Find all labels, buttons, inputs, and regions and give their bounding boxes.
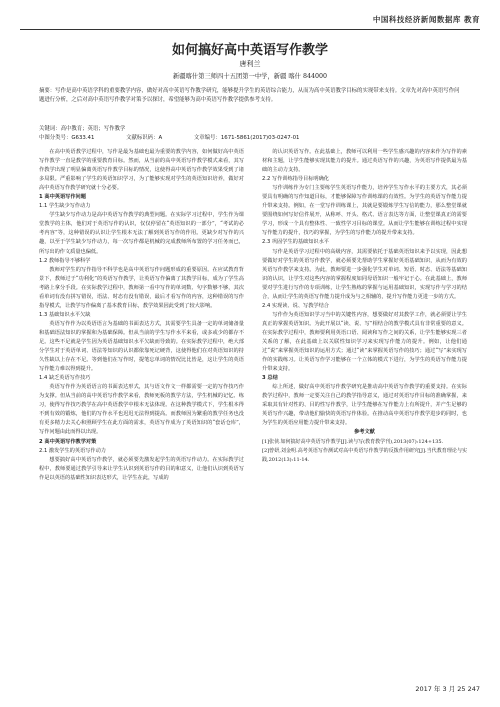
document-code: 文献标识码：A <box>126 135 163 141</box>
author-affiliation: 新疆喀什第三师四十五团第一中学，新疆 喀什 844000 <box>173 73 327 80</box>
reference-item: [2]曾妍,刘金明.高考英语写作测试对高中英语写作教学的反拨作用研究[J].当代教育理论与实践,2012(13):11-14. <box>262 447 467 463</box>
body-paragraph: 写作是英语学习过程中的高级内容，其需要依托于基础英语知识来予以实现，因此想要做好对学生的英语写作教学，就必须要先帮助学生掌握好英语基础知识，从而为有效的英语写作教学来支持。为此，教师要进一步强化学生对单词、短语、时态、语法等基础知识的认识，让学生对这些内容的掌握程度如同母语知识一般牢记于心。在此基础上，教师要对学生进行写作的专项训练，让学生熟练的掌握与运用基础知识，实现写作与学习的结合，从而让学生的英语写作能力提升成为与之相辅的，提升写作能力更进一步的方式。 <box>262 248 467 300</box>
keywords: 关键词：高中教育；英语；写作教学 <box>39 126 126 132</box>
page-footer: 2017 年 3 月 25 247 <box>415 685 480 693</box>
subsection-heading: 2.4 实现读、说、写教学结合 <box>262 302 329 309</box>
body-paragraph: 写作作为英语知识学习当中的关键性内容，想要做好对其教学工作，就必须要让学生真正的掌握英语知识。为此开展以“读、说、写”相结合的教学模式具有非常重要的意义。在实际教学过程中，教师要利用英语口语、阅读和写作之间的关系，让学生能够实现三者关系的了解，在此基础上以关联性知识学习来实现写作能力的提升。例如，让他们通过“说”来掌握英语知识的运用方式；通过“读”来掌握英语写作的技巧；通过“写”来实现写作的实践练习。让英语写作学习能够在一个立体的模式下进行，为学生的英语写作能力提升带来支持。 <box>262 311 467 373</box>
body-paragraph: 综上所述，做好高中英语写作教学研究是推动高中英语写作教学的重要支持。在实际教学过程中，教师一定要关注自己的教学指导意义，通过对英语写作目标的准确掌握，来采取其有针对性的、目的性写作教学，让学生能够在写作能力上有所提升，并产生足够的英语写作兴趣，带动他们愉快的英语写作体验。在推动高中英语写作教学进步的同时，也为学生的英语应用能力提升带来支持。 <box>262 384 467 427</box>
article-title: 如何搞好高中英语写作教学 <box>171 43 328 58</box>
left-column <box>39 148 244 483</box>
subsection-heading: 1.4 缺乏英语写作技巧 <box>39 375 91 382</box>
subsection-heading: 1.1 学生缺少写作动力 <box>39 203 91 210</box>
right-column <box>262 148 467 465</box>
header-rule <box>20 29 480 30</box>
section-heading: 3 总结 <box>262 375 278 382</box>
subsection-heading: 2.2 写作训练指导目标明确化 <box>262 176 329 183</box>
body-paragraph: 想要搞好高中英语写作教学，就必须要先激发起学生的英语写作动力。在实际教学过程中，教师要通过教学引导来让学生认识到英语写作的目的和意义，让他们认识到英语写作是以英语的基础性知识表达形式，让学生在此，写成的 <box>39 456 244 481</box>
subsection-heading: 2.3 巩固学生的基础知识水平 <box>262 239 329 246</box>
body-paragraph: 写作训练作为专门主要练学生英语写作能力，培养学生写作水平的主要方式，其必须要具有明确的写作知道目标，才能够保障写作训练课的有效性。为学生的英语写作能力提升带来支持。例如，在一堂写作训练课上，其就是要锻炼学生写信的能力，那么整堂课就要围绕如何写好信件展开，从称呼、开头、格式、语言表达等方面，让整堂课真正的需要学习，形成一个具有整体性、一致性学习目标的课堂。从而让学生能够在训练过程中实现写作能力的提升，技巧的掌握，为学生的写作能力的提升带来支持。 <box>262 185 467 237</box>
body-paragraph: 教师对学生的写作指导不科学也是高中英语写作问题形成的重要原因。在应试教育背景下，教师过于“功利化”的英语写作教学，让英语写作偏离了其教学目标，成为了学生高考路上拿分手段。在实际教学过程中，教师第一看中写作的单词数、句字数够不够，其次看单词有没有拼写错误，语法、时态有没有错误，最后才看写作的内容，这种错误的写作指导模式，让教学写作偏离了基本教育目标，教学效果因此受到了较大影响。 <box>39 266 244 309</box>
body-paragraph: 英语写作作为英语语言的书面表达形式，其与语文作文一样都需要一定的写作技巧作为支撑。但从当前的高中英语写作教学来看，教师死板的教学方法，学生机械的记忆、练习，使得写作技巧教学在高中英语教学中根本无法体现。在这种教学模式下，学生根本得不到有效的锻炼，他们的写作水平也迟迟无法得到提高。而教师因为繁重的教学任务也没有更多精力去关心和照顾学生在此方面的需求，英语写作成为了英语知识的“套话仓库”，写作问题由此而得以出现。 <box>39 384 244 436</box>
subsection-heading: 1.3 基础知识水平欠缺 <box>39 311 91 318</box>
section-heading: 2 高中英语写作教学对策 <box>39 438 97 445</box>
body-paragraph: 在高中英语教学过程中，写作是最为基础也最为重要的教学内容，如何做好高中英语写作教学一直是教学的重要教育目标。然而，从当前的高中英语写作教学模式来看，其写作教学出现了明显偏离英语写作教学目标的情况，这使得高中英语写作教学效果受到了诸多局限。严重影响了学生的英语知识学习，为了能够实现对学生的英语知识培养，做好对高中英语写作教学研究就十分必要。 <box>39 149 244 192</box>
body-paragraph: 的认识英语写作。在此基础上，教师可以利用一些学生感兴趣的内容来作为写作的素材和主题，让学生能够实现其能力的提升。通过英语写作的兴趣，为英语写作提供最为基础的主动力支持。 <box>262 149 467 174</box>
classification-line <box>39 133 469 141</box>
author-name: 唐利兰 <box>239 60 261 68</box>
body-paragraph: 学生缺少写作动力是高中英语写作教学的典型问题。在实际学习过程中，学生作为课堂教学的主体，他们对于英语写作的认识，仅仅停留在“英语知识的一部分”，“考试的必考内容”等，这种错误的认识让学生根本无法了解到英语写作的作用。更缺少对写作的兴趣，以至于学生缺少写作动力，每一次写作都是机械的完成教师所布置的学习任务而已，所写出的作文质量也偏低。 <box>39 212 244 255</box>
clc-number: 中图分类号：G633.41 <box>39 135 95 141</box>
subsection-heading: 1.2 教师指导不够科学 <box>39 257 91 264</box>
journal-header <box>20 12 480 30</box>
abstract: 摘要：写作是高中英语学科的重要教学内容，做好对高中英语写作教学研究，能够提升学生的英语综合能力，从而为高中英语教学目标的实现带来支持。文章先对高中英语写作问题进行分析，之后对高中英语写作教学对策予以探讨，希望能够为高中英语写作教学提供参考支持。 <box>39 88 460 104</box>
subsection-heading: 2.1 激发学生的英语写作动力 <box>39 447 106 454</box>
references-heading: 参考文献 <box>354 429 375 436</box>
article-number: 文章编号：1671-5861(2017)03-0247-01 <box>193 135 300 141</box>
section-heading: 1 高中英语写作问题 <box>39 194 86 201</box>
journal-name: 中国科技经济新闻数据库 教育 <box>372 15 480 24</box>
reference-item: [1]张侠.如何搞好高中英语写作教学[J].读与写(教育教学刊),2013(07):124+135. <box>262 438 444 445</box>
body-paragraph: 英语写作作为以英语语言为基础的书面表达方式，其需要学生具备一定的单词储备量和基础语法知识的掌握和为基础保障。但从当前的学生写作水平来看，或多或少的都存不足。这些不足就是学生因为英语基础知识水平欠缺而导致的。在实际教学过程中，绝大部分学生对于英语单词、语法等知识的认识都依靠死记硬背，这使得他们在对英语知识的持久性缺以上存在不足。等到他们在写作时，提笔忘单词的情况比比皆是，这让学生的英语写作能力难以得到提升。 <box>39 320 244 373</box>
